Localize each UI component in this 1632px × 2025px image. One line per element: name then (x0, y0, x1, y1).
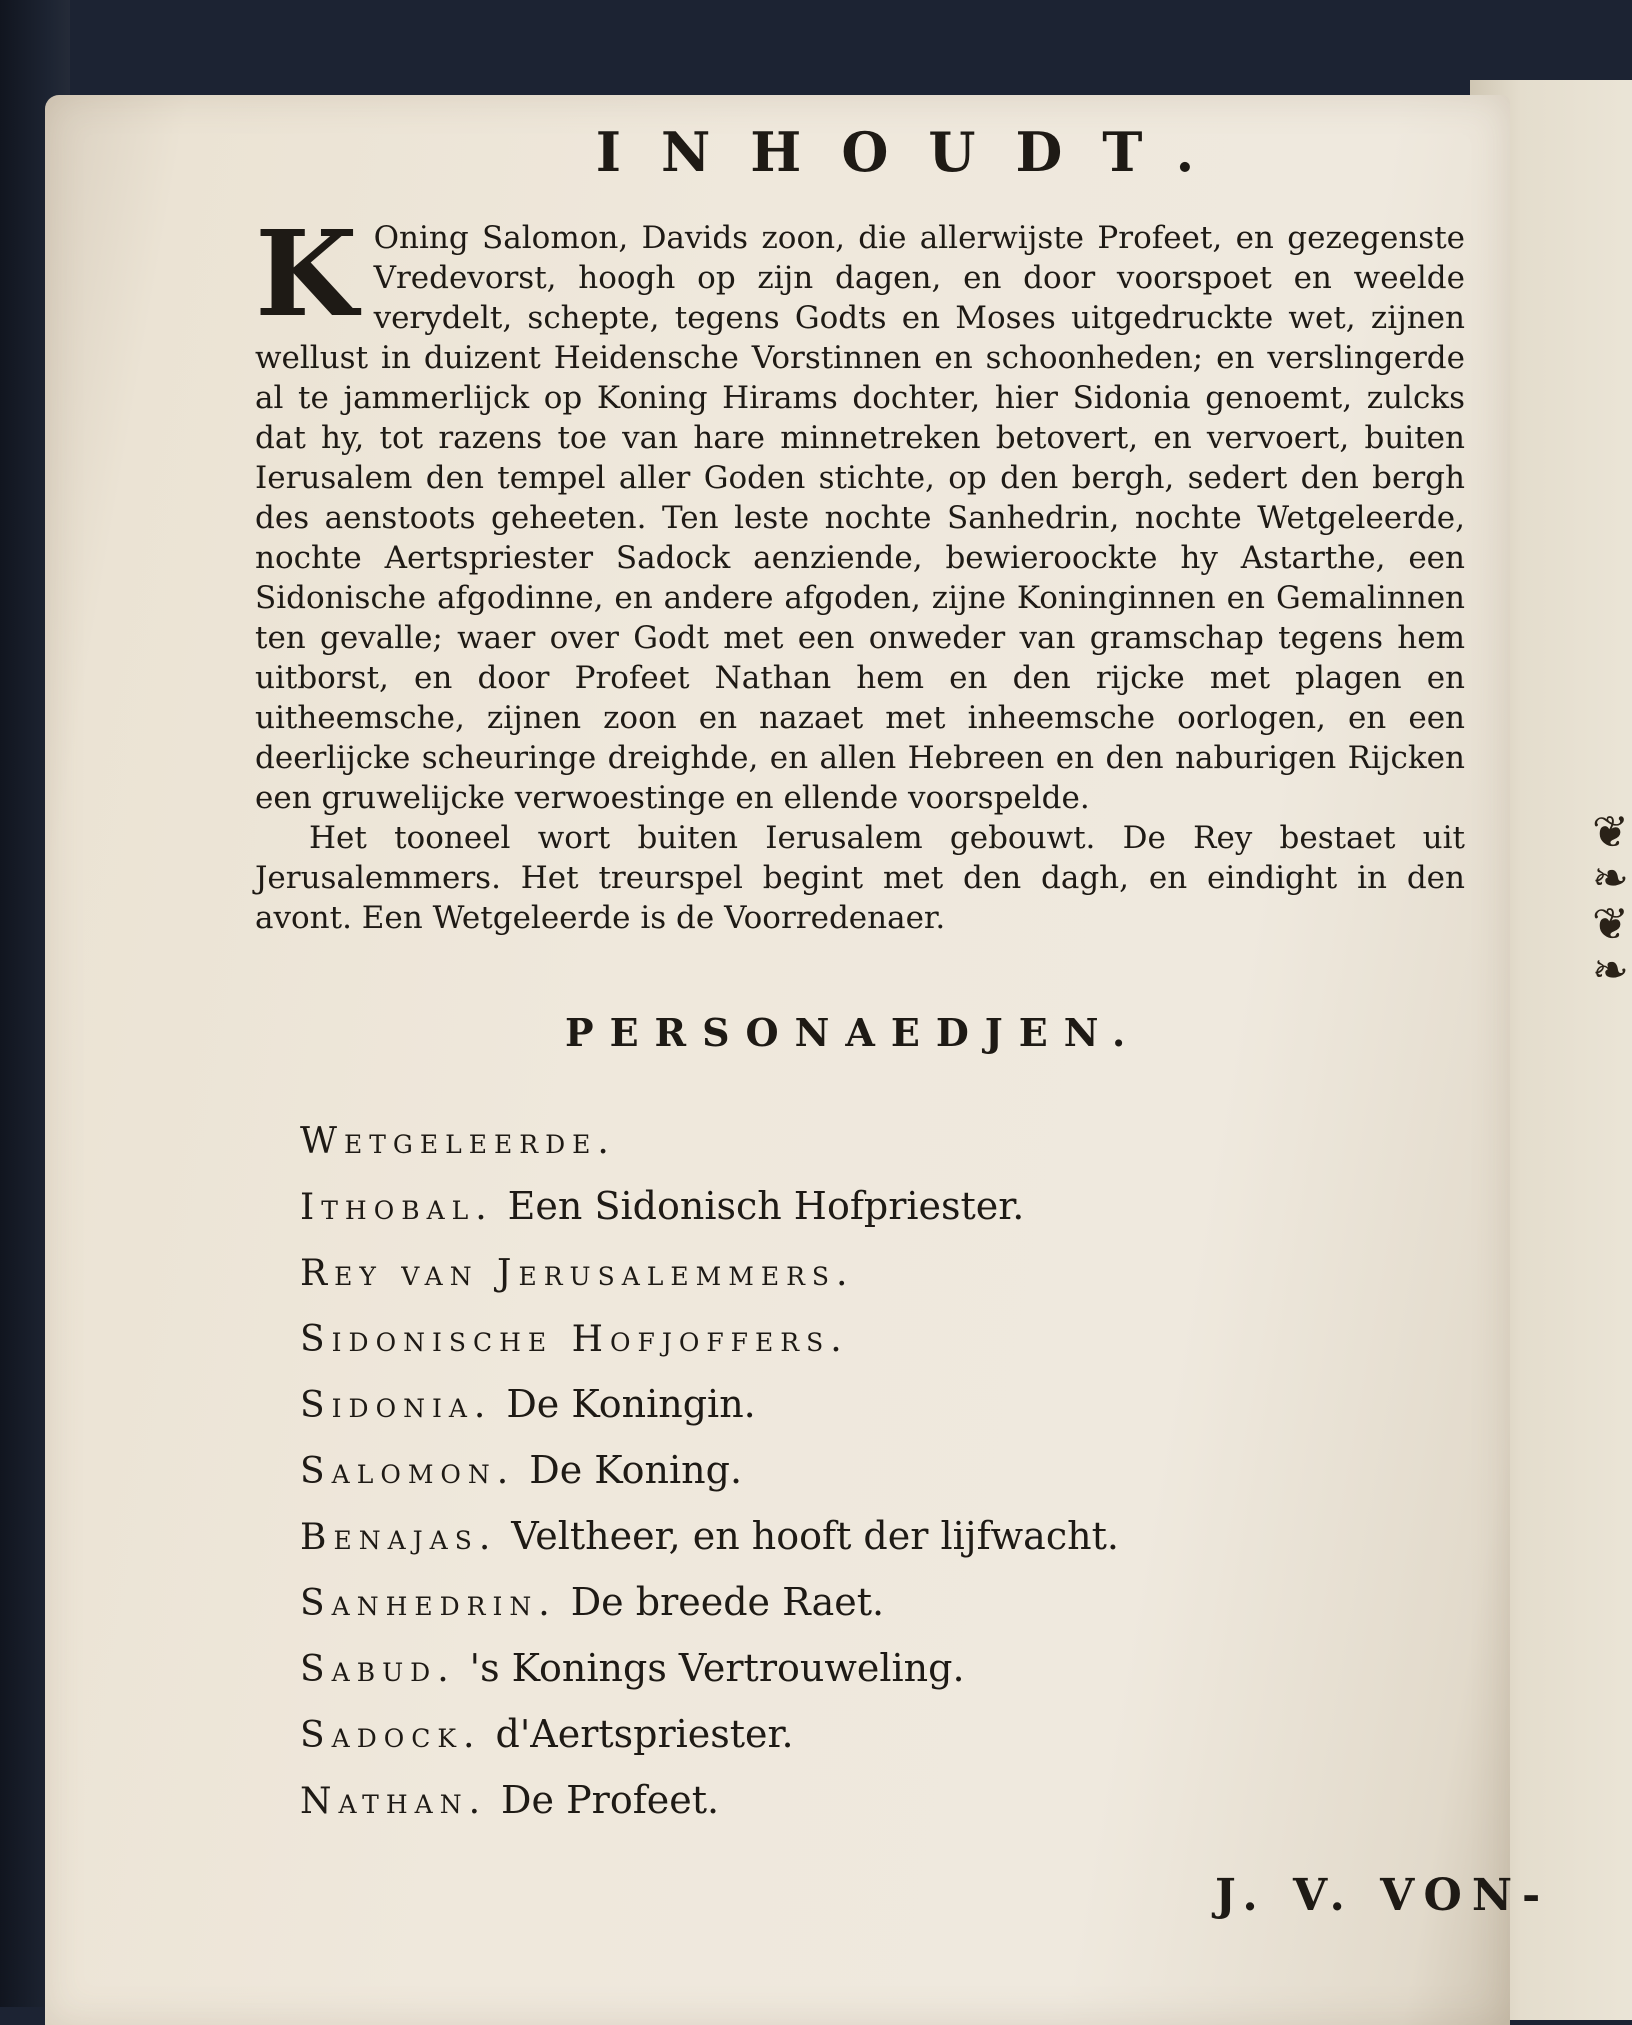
cast-item (300, 1635, 1495, 1701)
cast-description: 's Konings Vertrouweling. (469, 1646, 965, 1690)
cast-item (300, 1371, 1495, 1437)
cast-name: Sabud. (300, 1649, 456, 1690)
dropcap: K (255, 204, 358, 343)
page-content (255, 120, 1495, 1833)
cast-item (300, 1437, 1495, 1503)
cast-description: De Koning. (529, 1448, 743, 1492)
page-title: INHOUDT. (595, 120, 1235, 184)
cast-name: Sidonia. (300, 1385, 493, 1426)
cast-list (255, 1107, 1495, 1833)
cast-item (300, 1173, 1495, 1239)
cast-description: Een Sidonisch Hofpriester. (507, 1184, 1025, 1228)
cast-name: Rey van Jerusalemmers. (300, 1253, 855, 1294)
summary-paragraph-2: Het tooneel wort buiten Ierusalem gebouwt. De Rey bestaet uit Jerusalemmers. Het treurspel begint met den dagh, en eindight in den avont. Een Wetgeleerde is de Voorredenaer. (255, 820, 1465, 936)
cast-description: De Profeet. (501, 1778, 720, 1822)
cast-item (300, 1569, 1495, 1635)
cast-name: Salomon. (300, 1451, 516, 1492)
cast-name: Ithobal. (300, 1187, 494, 1228)
cast-description: d'Aertspriester. (495, 1712, 794, 1756)
cast-name: Benajas. (300, 1517, 498, 1558)
cast-description: De Koningin. (506, 1382, 756, 1426)
cast-name: Sadock. (300, 1715, 482, 1756)
cast-item (300, 1305, 1495, 1371)
cast-description: De breede Raet. (570, 1580, 885, 1624)
summary-paragraph-1: Oning Salomon, Davids zoon, die allerwijste Profeet, en gezegenste Vredevorst, hoogh op zijn dagen, en door voorspoet en weelde verydelt, schepte, tegens Godts en Moses uitgedruckte wet, zijnen wellust in duizent Heidensche Vorstinnen en schoonheden; en verslingerde al te jammerlijck op Koning Hirams dochter, hier Sidonia genoemt, zulcks dat hy, tot razens toe van hare minnetreken betovert, en vervoert, buiten Ierusalem den tempel aller Goden stichte, op den bergh, sedert den bergh des aenstoots geheeten. Ten leste nochte Sanhedrin, nochte Wetgeleerde, nochte Aertspriester Sadock aenziende, bewieroockte hy Astarthe, een Sidonische afgodinne, en andere afgoden, zijne Koninginnen en Gemalinnen ten gevalle; waer over Godt met een onweder van gramschap tegens hem uitborst, en door Profeet Nathan hem en den rijcke met plagen en uitheemsche, zijnen zoon en nazaet met inheemsche oorlogen, en een deerlijcke scheuringe dreighde, en allen Hebreen en den naburigen Rijcken een gruwelijcke verwoestinge en ellende voorspelde. (255, 220, 1465, 816)
cast-item (300, 1239, 1495, 1305)
cast-item (300, 1503, 1495, 1569)
catchword-signature: J. V. VON- (1215, 1870, 1551, 1921)
cast-name: Nathan. (300, 1781, 488, 1822)
ornament-icon: ❦ ❧ ❦ ❧ (1592, 807, 1629, 996)
cast-name: Sidonische Hofjoffers. (300, 1319, 849, 1360)
personae-title: PERSONAEDJEN. (565, 1010, 1142, 1055)
cast-name: Wetgeleerde. (300, 1121, 616, 1162)
summary-text (255, 204, 1465, 938)
cast-item (300, 1767, 1495, 1833)
cast-item (300, 1107, 1495, 1173)
cast-description: Veltheer, en hooft der lijfwacht. (511, 1514, 1119, 1558)
cast-item (300, 1701, 1495, 1767)
cast-name: Sanhedrin. (300, 1583, 557, 1624)
